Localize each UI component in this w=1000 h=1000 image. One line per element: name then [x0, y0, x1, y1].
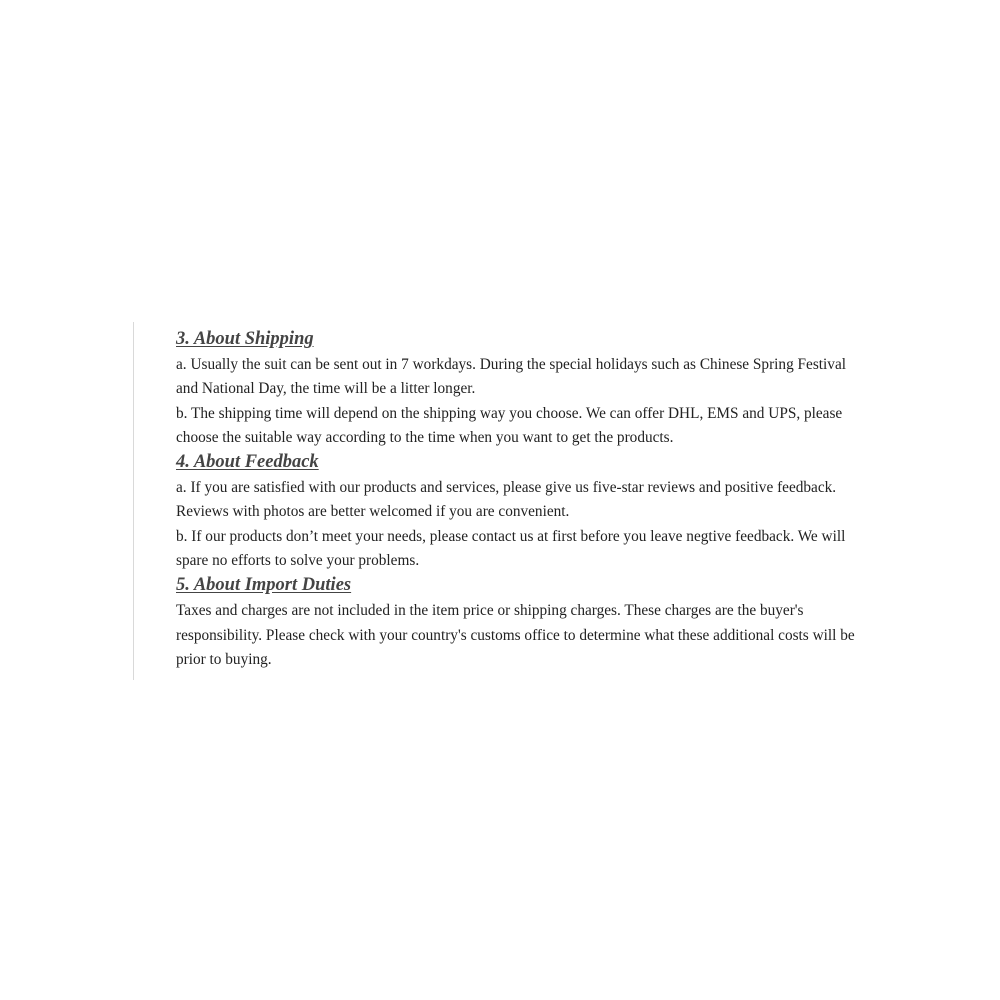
import-duties-heading: 5. About Import Duties [176, 575, 352, 596]
shipping-paragraph-a: a. Usually the suit can be sent out in 7 workdays. During the special holidays such as Chinese Spring Festival and National Day, the time will be a litter longer. [176, 356, 846, 398]
shipping-section [176, 327, 866, 450]
feedback-section [176, 450, 866, 573]
shipping-paragraph-b: b. The shipping time will depend on the shipping way you choose. We can offer DHL, EMS and UPS, please choose the suitable way according to the time when you want to get the products. [176, 404, 843, 446]
left-divider-line [133, 322, 134, 680]
shipping-heading: 3. About Shipping [176, 329, 314, 349]
feedback-paragraph-b: b. If our products don’t meet your needs, please contact us at first before you leave negtive feedback. We will spare no efforts to solve your problems. [176, 527, 846, 570]
feedback-paragraph-a: a. If you are satisfied with our products and services, please give us five-star reviews and positive feedback. Reviews with photos are better welcomed if you are convenient. [176, 479, 837, 521]
import-duties-section [176, 573, 866, 672]
policy-content [176, 327, 866, 672]
import-duties-paragraph: Taxes and charges are not included in the item price or shipping charges. These charges are the buyer's responsibility. Please check with your country's customs office to determine what these additional costs will be prior to buying. [176, 602, 855, 668]
feedback-heading: 4. About Feedback [176, 452, 319, 473]
